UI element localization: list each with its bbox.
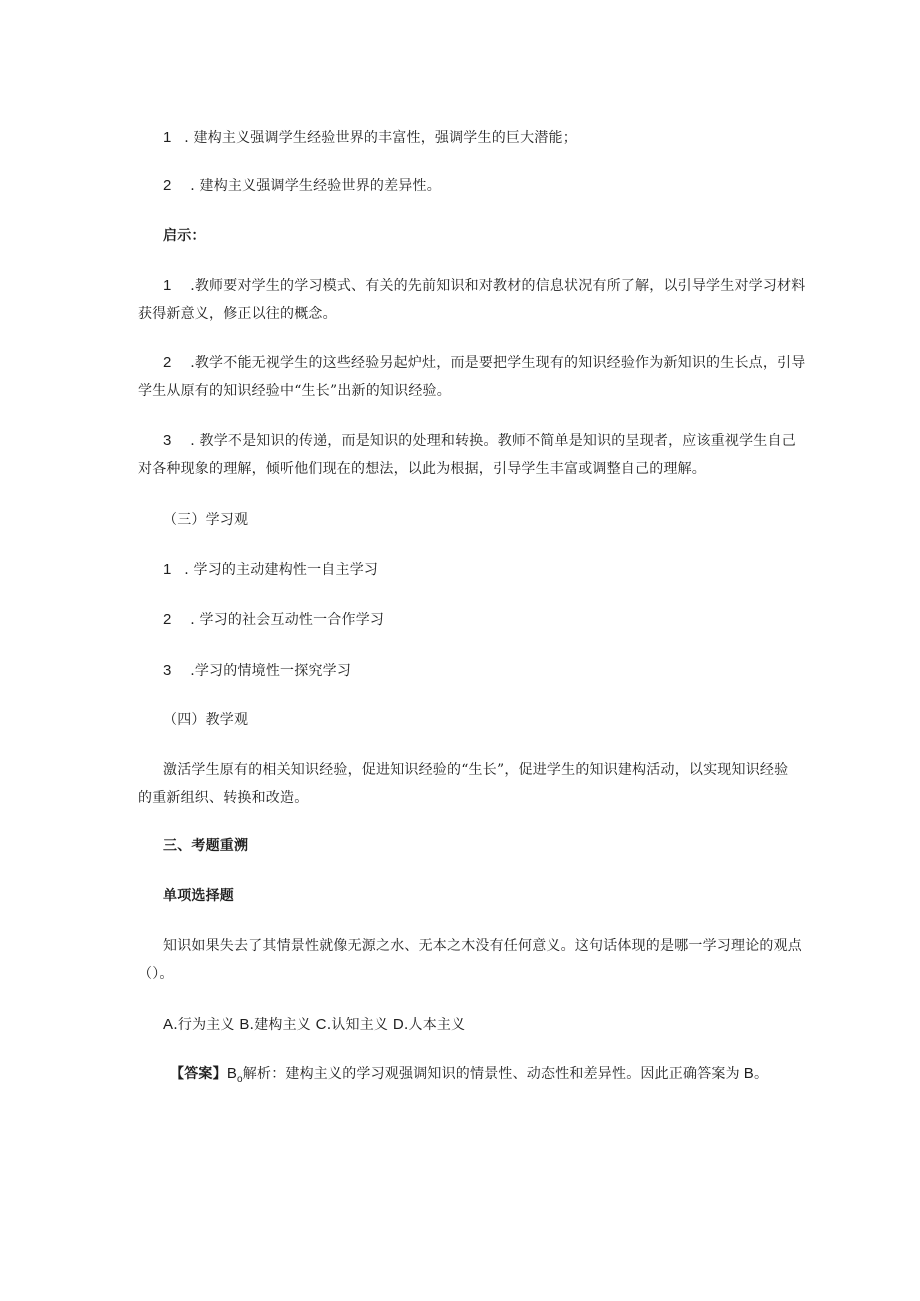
list-number: 2 [163, 611, 172, 628]
answer-sub: o [237, 1074, 243, 1085]
answer-line [170, 1066, 768, 1084]
option-text: .认知主义 [326, 1017, 393, 1033]
answer-label: 【答案】 [170, 1066, 227, 1082]
list-number: 3 [163, 432, 172, 449]
paragraph-line: 对各种现象的理解，倾听他们现在的想法，以此为根据，引导学生丰富或调整自己的理解。 [138, 461, 706, 477]
paragraph-line: 激活学生原有的相关知识经验，促进知识经验的“生长”，促进学生的知识建构活动，以实现知识经验 [163, 762, 789, 778]
option-text: .建构主义 [249, 1017, 316, 1033]
paragraph-line: 学生从原有的知识经验中“生长”出新的知识经验。 [138, 383, 451, 399]
answer-letter: B [226, 1065, 238, 1082]
option-letter: A [163, 1016, 174, 1033]
answer-options [163, 1017, 465, 1033]
option-text: .人本主义 [403, 1017, 466, 1033]
paragraph-line [163, 355, 805, 371]
option-letter: D [392, 1016, 404, 1033]
paragraph-line: 的重新组织、转换和改造。 [138, 790, 309, 806]
section-heading-jiaoxueguan: （四）教学观 [163, 712, 249, 728]
paragraph-line [163, 278, 805, 294]
list-number: 3 [163, 662, 172, 679]
list-item [163, 612, 384, 628]
part-heading: 三、考题重溯 [163, 838, 249, 854]
list-text: . 学习的主动建构性一自主学习 [184, 562, 379, 578]
answer-final-letter: B [743, 1065, 755, 1082]
list-number: 1 [163, 277, 172, 294]
paragraph-text: . 教学不是知识的传递，而是知识的处理和转换。教师不简单是知识的呈现者，应该重视学生自己 [190, 433, 796, 449]
option-text: .行为主义 [173, 1017, 240, 1033]
list-item [163, 562, 378, 578]
option-letter: B [239, 1016, 250, 1033]
paragraph-text: .教学不能无视学生的这些经验另起炉灶，而是要把学生现有的知识经验作为新知识的生长点，引导 [190, 355, 806, 371]
paragraph-text: .教师要对学生的学习模式、有关的先前知识和对教材的信息状况有所了解，以引导学生对学习材料 [190, 278, 806, 294]
list-text: . 建构主义强调学生经验世界的差异性。 [190, 178, 441, 194]
list-number: 2 [163, 354, 172, 371]
question-text: 知识如果失去了其情景性就像无源之水、无本之木没有任何意义。这句话体现的是哪一学习理论的观点 [163, 938, 802, 954]
list-number: 2 [163, 177, 172, 194]
answer-explanation: 解析：建构主义的学习观强调知识的情景性、动态性和差异性。因此正确答案为 [242, 1066, 740, 1082]
section-heading-xuexiguan: （三）学习观 [163, 512, 249, 528]
list-text: . 建构主义强调学生经验世界的丰富性，强调学生的巨大潜能； [184, 130, 577, 146]
list-text: . 学习的社会互动性一合作学习 [190, 612, 385, 628]
list-item [163, 178, 441, 194]
paragraph-line: 获得新意义，修正以往的概念。 [138, 306, 337, 322]
question-type-heading: 单项选择题 [163, 888, 234, 904]
list-item [163, 663, 351, 679]
list-item [163, 130, 577, 146]
list-text: .学习的情境性一探究学习 [190, 663, 352, 679]
section-heading-qishi: 启示： [163, 228, 206, 244]
answer-end: 。 [754, 1066, 769, 1082]
question-text: （）。 [138, 966, 174, 982]
list-number: 1 [163, 561, 172, 578]
option-letter: C [315, 1016, 327, 1033]
list-number: 1 [163, 129, 172, 146]
paragraph-line [163, 433, 796, 449]
